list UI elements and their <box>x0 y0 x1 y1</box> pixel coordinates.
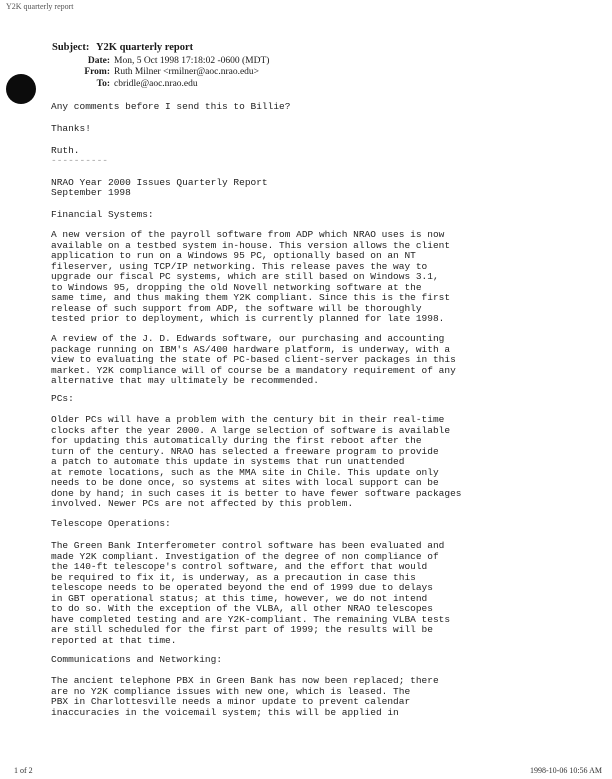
paragraph-financial-jdedwards: A review of the J. D. Edwards software, our purchasing and accounting package running on IBM's AS/400 hardware platform, is underway, with a view to evaluating the state of PC-based client-server packages in this market. Y2K compliance will of course be a mandatory requirement of any alternative that may ultimately be recommended. <box>51 333 456 387</box>
intro-signature: Ruth. <box>51 145 80 156</box>
browser-title: Y2K quarterly report <box>6 2 74 11</box>
section-heading-communications: Communications and Networking: <box>51 654 223 665</box>
date-value: Mon, 5 Oct 1998 17:18:02 -0600 (MDT) <box>114 55 270 66</box>
page-number: 1 of 2 <box>14 766 33 775</box>
separator-line: ---------- <box>51 155 109 166</box>
from-value: Ruth Milner <rmilner@aoc.nrao.edu> <box>114 67 260 77</box>
paragraph-communications: The ancient telephone PBX in Green Bank has now been replaced; there are no Y2K compliance issues with new one, which is leased. The PBX in Charlottesville needs a minor update to prevent calendar inaccuracies in the voicemail system; this will be applied in <box>51 675 439 718</box>
report-title: NRAO Year 2000 Issues Quarterly Report <box>51 177 268 188</box>
intro-question: Any comments before I send this to Billie? <box>51 101 291 112</box>
from-row <box>52 67 572 79</box>
date-label: Date: <box>87 55 110 66</box>
to-row <box>52 79 572 91</box>
subject-value: Y2K quarterly report <box>95 42 194 53</box>
email-header <box>52 42 572 90</box>
report-date: September 1998 <box>51 187 131 198</box>
paragraph-financial-payroll: A new version of the payroll software from ADP which NRAO uses is now available on a testbed system in-house. This version allows the client application to run on a Windows 95 PC, optionally based on an NT fileserver, using TCP/IP networking. This release paves the way to upgrade our fiscal PC systems, which are still based on Windows 3.1, to Windows 95, dropping the old Novell networking software at the same time, and thus making them Y2K compliant. Since this is the first release of such support from ADP, the software will be thoroughly tested prior to deployment, which is currently planned for late 1998. <box>51 229 451 325</box>
section-heading-telescope: Telescope Operations: <box>51 518 171 529</box>
punch-hole-mark <box>6 74 36 104</box>
section-heading-financial: Financial Systems: <box>51 209 154 220</box>
to-label: To: <box>96 78 110 89</box>
subject-label: Subject: <box>52 42 90 53</box>
subject-row <box>52 42 572 54</box>
date-row <box>52 56 572 68</box>
intro-thanks: Thanks! <box>51 123 91 134</box>
paragraph-telescope: The Green Bank Interferometer control software has been evaluated and made Y2K compliant. Investigation of the degree of non compliance of the 140-ft telescope's control software, and the effort that would be required to fix it, is underway, as a precaution in case this telescope needs to be operated beyond the end of 1999 due to delays in GBT operational status; at this time, however, we do not intend to do so. With the exception of the VLBA, all other NRAO telescopes have completed testing and are Y2K-compliant. The remaining VLBA tests are still scheduled for the first part of 1999; the results will be reported at that time. <box>51 540 451 646</box>
from-label: From: <box>84 67 110 77</box>
to-value: cbridle@aoc.nrao.edu <box>114 78 198 89</box>
paragraph-pcs: Older PCs will have a problem with the century bit in their real-time clocks after the year 2000. A large selection of software is available for updating this automatically during the first reboot after the turn of the century. NRAO has selected a freeware program to provide a patch to automate this update in systems that run unattended at remote locations, such as the MMA site in Chile. This update only needs to be done once, so systems at sites with local support can be done by hand; in such cases it is better to have fewer software packages involved. Newer PCs are not affected by this problem. <box>51 414 462 510</box>
section-heading-pcs: PCs: <box>51 393 74 404</box>
print-timestamp: 1998-10-06 10:56 AM <box>530 766 602 775</box>
